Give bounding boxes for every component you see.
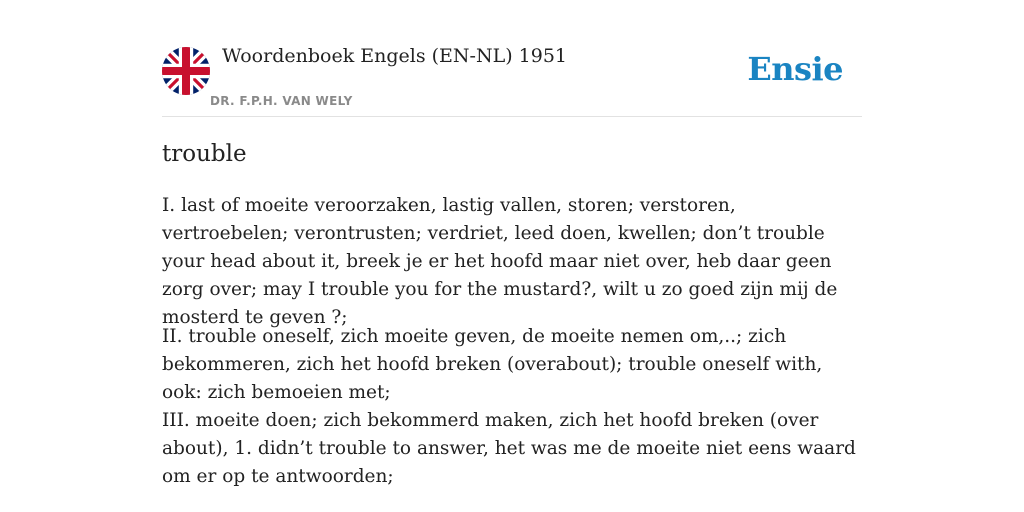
dictionary-author: DR. F.P.H. VAN WELY <box>210 94 353 108</box>
uk-flag-icon <box>162 47 210 95</box>
dictionary-header <box>162 0 862 117</box>
page-container <box>162 0 862 487</box>
definition-2: II. trouble oneself, zich moeite geven, de moeite nemen om,..; zich bekommeren, zich het hoofd breken (overabout); trouble oneself with, ook: zich bemoeien met; <box>162 326 823 403</box>
ensie-logo[interactable]: Ensie <box>747 50 843 88</box>
dictionary-title[interactable]: Woordenboek Engels (EN-NL) 1951 <box>222 45 567 67</box>
definition-3: III. moeite doen; zich bekommerd maken, zich het hoofd breken (over about), 1. didn’t trouble to answer, het was me de moeite niet eens waard om er op te antwoorden; <box>162 410 856 487</box>
definition-1: I. last of moeite veroorzaken, lastig vallen, storen; verstoren, vertroebelen; verontrusten; verdriet, leed doen, kwellen; don’t trouble your head about it, breek je er het hoofd maar niet over, heb daar geen zorg over; may I trouble you for the mustard?, wilt u zo goed zijn mij de mosterd te geven ?; <box>162 195 838 328</box>
entry-headword: trouble <box>162 141 247 167</box>
